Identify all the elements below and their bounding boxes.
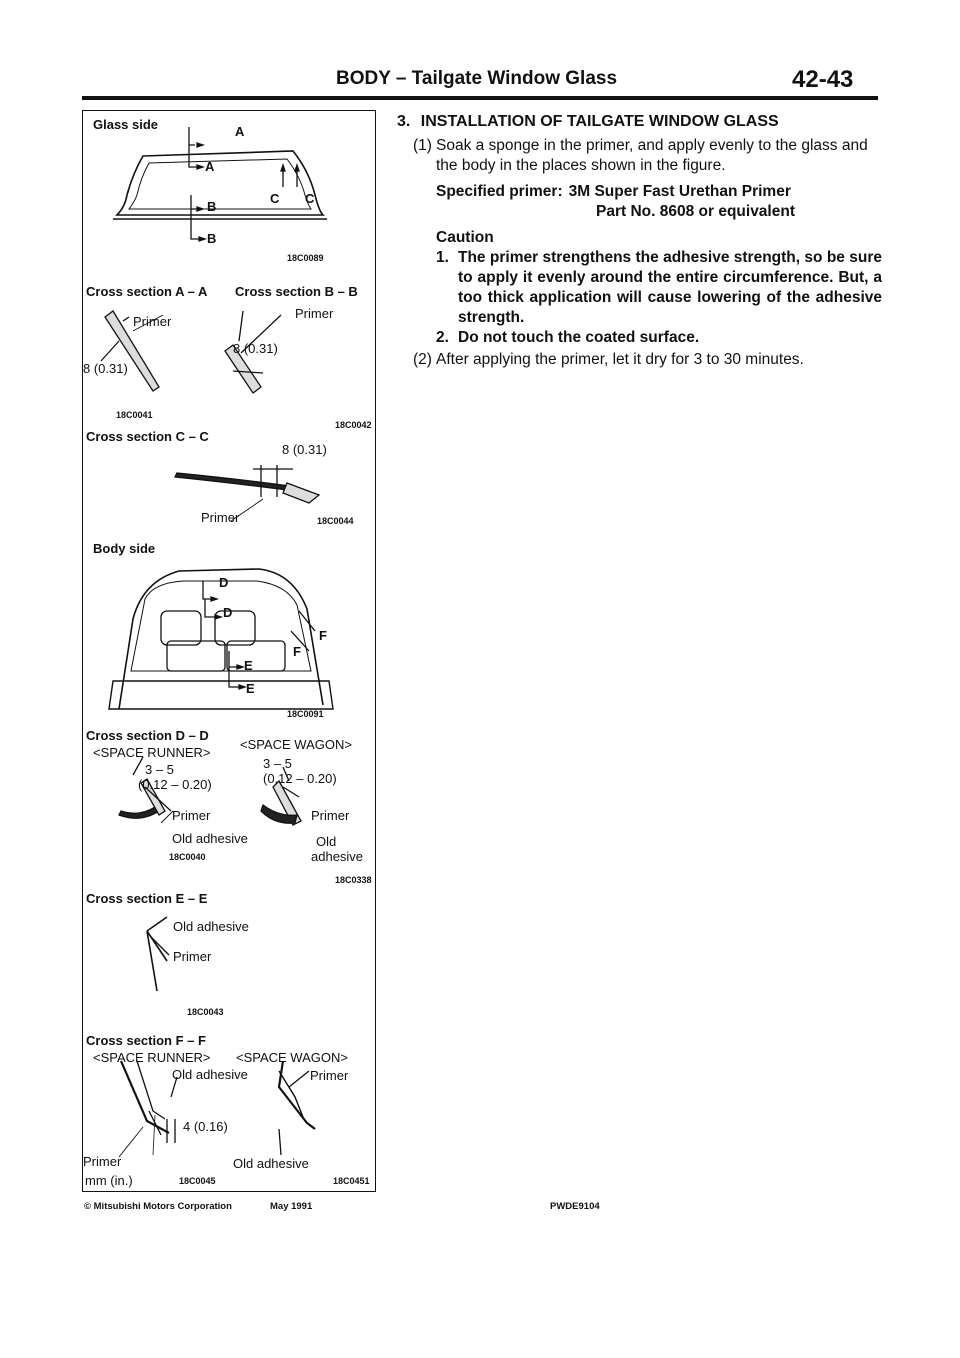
section-dd-runner-adhesive-label: Old adhesive	[172, 831, 248, 846]
section-ff-runner-adhesive-label: Old adhesive	[172, 1067, 248, 1082]
section-aa-dim: 8 (0.31)	[83, 361, 128, 376]
section-ee-adhesive-label: Old adhesive	[173, 919, 249, 934]
step-1	[413, 136, 882, 176]
figure-drawings	[83, 111, 377, 1193]
section-dd-wagon-primer-label: Primer	[311, 808, 350, 823]
code-18c0044: 18C0044	[317, 516, 354, 526]
body-side-title: Body side	[93, 541, 156, 556]
footer-date: May 1991	[270, 1201, 313, 1212]
section-dd-wagon-dim1: 3 – 5	[263, 756, 292, 771]
section-ff-runner-label: <SPACE RUNNER>	[93, 1050, 211, 1065]
section-ff-wagon-adhesive-label: Old adhesive	[233, 1156, 309, 1171]
code-18c0451: 18C0451	[333, 1176, 370, 1186]
marker-c-left: C	[270, 191, 280, 206]
section-title: INSTALLATION OF TAILGATE WINDOW GLASS	[420, 113, 779, 130]
section-bb-dim: 8 (0.31)	[233, 341, 278, 356]
marker-f-right: F	[319, 628, 327, 643]
section-dd-wagon-adhesive-label-2: adhesive	[311, 849, 364, 864]
section-ee-drawing	[147, 917, 169, 991]
step-2-text: After applying the primer, let it dry for 3 to 30 minutes.	[436, 351, 804, 368]
caution-1-number: 1.	[436, 249, 449, 266]
page-number: 42-43	[792, 66, 854, 93]
code-18c0091: 18C0091	[287, 709, 324, 719]
section-dd-runner-primer-label: Primer	[172, 808, 211, 823]
marker-b-top: B	[207, 199, 217, 214]
code-18c0089: 18C0089	[287, 253, 324, 263]
section-dd-runner-dim1: 3 – 5	[145, 762, 174, 777]
step-2-number: (2)	[413, 351, 432, 368]
section-cc-drawing	[175, 465, 319, 521]
section-dd-runner-dim2: (0.12 – 0.20)	[138, 777, 212, 792]
section-cc-dim: 8 (0.31)	[282, 442, 327, 457]
specified-primer	[436, 182, 882, 222]
section-ff-runner-dim: 4 (0.16)	[183, 1119, 228, 1134]
section-ff-title: Cross section F – F	[86, 1033, 206, 1048]
caution-2-text: Do not touch the coated surface.	[458, 329, 700, 346]
step-1-text: Soak a sponge in the primer, and apply evenly to the glass and the body in the places shown in the figure.	[436, 137, 868, 174]
section-ff-wagon-primer-label: Primer	[310, 1068, 349, 1083]
code-18c0042: 18C0042	[335, 420, 372, 430]
spec-label: Specified primer:	[436, 183, 563, 200]
section-dd-wagon-label: <SPACE WAGON>	[240, 737, 352, 752]
code-18c0338: 18C0338	[335, 875, 372, 885]
marker-d-bottom: D	[223, 605, 233, 620]
section-ff-runner-drawing	[119, 1061, 177, 1157]
caution-2	[436, 328, 882, 348]
section-heading	[397, 112, 882, 132]
section-dd-runner-label: <SPACE RUNNER>	[93, 745, 211, 760]
glass-side-title: Glass side	[93, 117, 159, 132]
caution-1	[436, 248, 882, 328]
body-side-drawing	[109, 569, 333, 709]
section-dd-wagon-adhesive-label-1: Old	[316, 834, 337, 849]
section-ff-wagon-label: <SPACE WAGON>	[236, 1050, 348, 1065]
footer-doc-code: PWDE9104	[550, 1201, 600, 1212]
header-rule	[82, 96, 878, 100]
section-dd-title: Cross section D – D	[86, 728, 209, 743]
section-dd-wagon-dim2: (0.12 – 0.20)	[263, 771, 337, 786]
code-18c0045: 18C0045	[179, 1176, 216, 1186]
spec-value-2: Part No. 8608 or equivalent	[596, 203, 795, 220]
footer-copyright: © Mitsubishi Motors Corporation	[84, 1201, 232, 1212]
caution-title: Caution	[436, 229, 494, 246]
marker-e-top: E	[244, 658, 253, 673]
section-aa-primer-label: Primer	[133, 314, 172, 329]
marker-d-top: D	[219, 575, 229, 590]
marker-c-right: C	[305, 191, 315, 206]
marker-f-left: F	[293, 644, 301, 659]
section-bb-title: Cross section B – B	[235, 284, 358, 299]
step-1-number: (1)	[413, 137, 432, 154]
units-label: mm (in.)	[85, 1173, 133, 1188]
glass-side-drawing	[113, 127, 327, 241]
section-ee-primer-label: Primer	[173, 949, 212, 964]
page-header-title: BODY – Tailgate Window Glass	[336, 68, 618, 89]
section-number: 3.	[397, 113, 411, 130]
section-bb-primer-label: Primer	[295, 306, 334, 321]
figure-panel	[82, 110, 376, 1192]
section-ee-title: Cross section E – E	[86, 891, 208, 906]
caution-2-number: 2.	[436, 329, 449, 346]
code-18c0040: 18C0040	[169, 852, 206, 862]
code-18c0043: 18C0043	[187, 1007, 224, 1017]
section-ff-runner-primer-label: Primer	[83, 1154, 122, 1169]
code-18c0041: 18C0041	[116, 410, 153, 420]
step-2	[413, 350, 882, 370]
section-aa-title: Cross section A – A	[86, 284, 208, 299]
section-cc-title: Cross section C – C	[86, 429, 209, 444]
marker-b-bottom: B	[207, 231, 217, 246]
marker-a-bottom: A	[205, 159, 215, 174]
instructions-column	[397, 112, 882, 370]
section-cc-primer-label: Primer	[201, 510, 240, 525]
spec-value-1: 3M Super Fast Urethan Primer	[568, 183, 791, 200]
caution-1-text: The primer strengthens the adhesive strength, so be sure to apply it evenly around the entire circumference. But, a too thick application will cause lowering of the adhesive strength.	[458, 249, 882, 326]
marker-a-top: A	[235, 124, 245, 139]
marker-e-bottom: E	[246, 681, 255, 696]
